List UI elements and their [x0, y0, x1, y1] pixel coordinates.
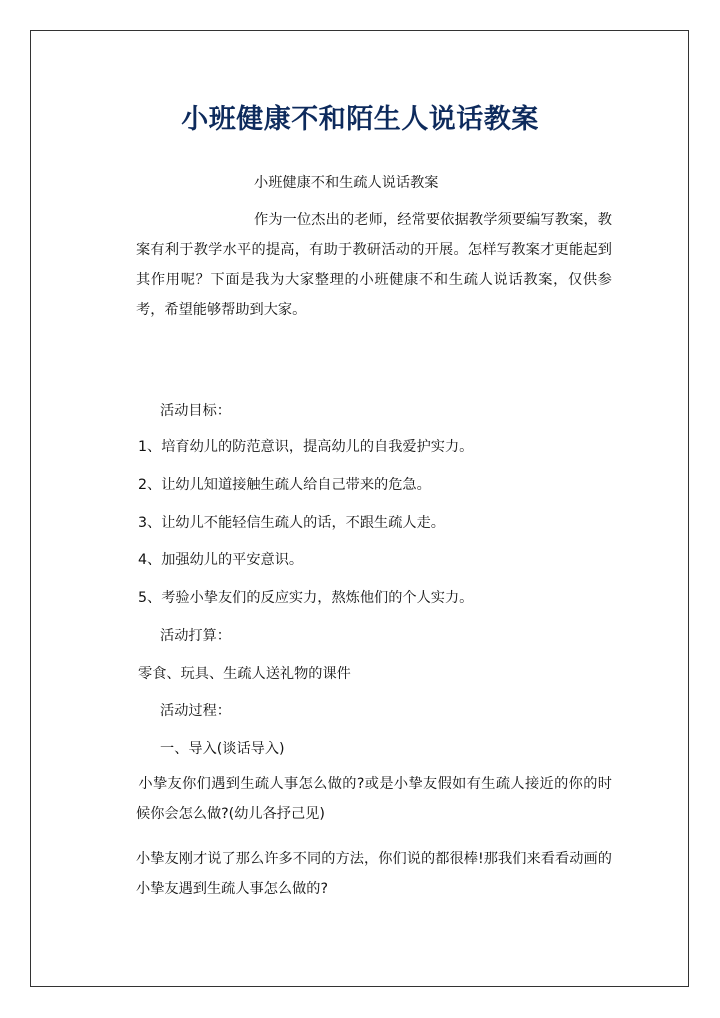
step1-paragraph-1: 小挚友你们遇到生疏人事怎么做的?或是小挚友假如有生疏人接近的你的时候你会怎么做?(幼儿各抒己见): [136, 776, 612, 822]
goal-item: 1、培育幼儿的防范意识，提高幼儿的自我爱护实力。: [138, 439, 474, 455]
goal-item: 2、让幼儿知道接触生疏人给自己带来的危急。: [138, 477, 431, 493]
document-title: 小班健康不和陌生人说话教案: [181, 104, 539, 135]
step1-heading: 一、导入(谈话导入): [160, 741, 285, 757]
intro-paragraph: 作为一位杰出的老师，经常要依据教学须要编写教案，教案有利于教学水平的提高，有助于教研活动的开展。怎样写教案才更能起到其作用呢？下面是我为大家整理的小班健康不和生疏人说话教案，仅供参考，希望能够帮助到大家。: [136, 212, 612, 318]
goal-item: 3、让幼儿不能轻信生疏人的话，不跟生疏人走。: [138, 515, 445, 531]
prep-heading: 活动打算：: [160, 628, 231, 644]
prep-text: 零食、玩具、生疏人送礼物的课件: [138, 666, 351, 682]
goals-heading: 活动目标：: [160, 403, 231, 419]
goal-item: 5、考验小挚友们的反应实力，熬炼他们的个人实力。: [138, 590, 474, 606]
step1-paragraph-2: 小挚友刚才说了那么许多不同的方法，你们说的都很棒!那我们来看看动画的小挚友遇到生疏人事怎么做的?: [136, 851, 612, 897]
document-subtitle: 小班健康不和生疏人说话教案: [254, 175, 439, 191]
goal-item: 4、加强幼儿的平安意识。: [138, 552, 304, 568]
process-heading: 活动过程：: [160, 703, 231, 719]
